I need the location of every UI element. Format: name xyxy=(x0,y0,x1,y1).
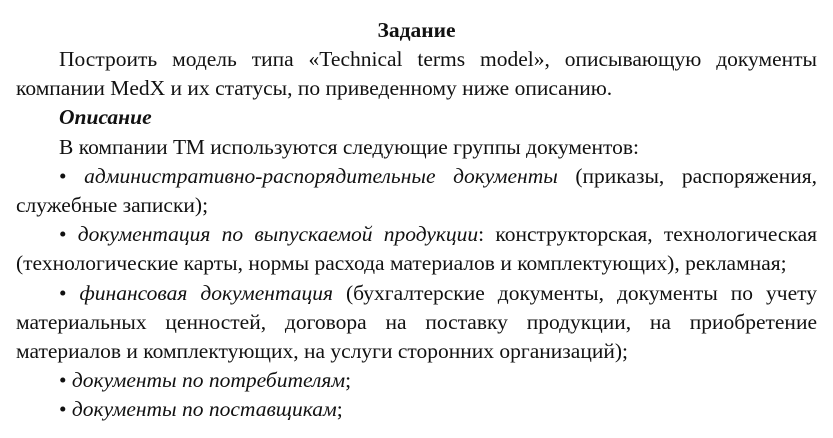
bullet-emphasis: документация по выпускаемой продукции xyxy=(77,222,479,247)
description-lead: В компании ТМ используются следующие группы документов: xyxy=(59,134,639,159)
bullet-marker: • xyxy=(59,368,67,393)
bullet-marker: • xyxy=(59,163,67,188)
bullet-emphasis: документы по поставщикам xyxy=(71,397,337,422)
bullet-emphasis: административно-распорядительные документы xyxy=(84,163,558,188)
bullet-emphasis: документы по потребителям xyxy=(71,368,346,393)
bullet-item xyxy=(16,279,817,367)
description-heading: Описание xyxy=(59,105,152,130)
bullet-item xyxy=(16,220,817,278)
bullet-item xyxy=(16,395,817,424)
bullet-marker: • xyxy=(59,222,67,247)
bullet-text: ; xyxy=(345,368,352,393)
bullet-text: (бухгалтерские документы, документы по учету материальных ценностей, договора на поставку продукции, на приобретение материалов и комплектующих, на услуги сторонних организаций); xyxy=(16,280,818,364)
intro-paragraph: Построить модель типа «Technical terms model», описывающую документы компании MedX и их статусы, по приведенному ниже описанию. xyxy=(16,47,817,101)
bullet-marker: • xyxy=(59,397,67,422)
bullet-text: (приказы, распоряжения, служебные записки); xyxy=(16,163,817,218)
bullet-text: : конструкторская, технологическая (технологические карты, нормы расхода материалов и комплектующих), рекламная; xyxy=(16,222,817,276)
page-title: Задание xyxy=(377,18,456,42)
bullet-item xyxy=(16,162,817,220)
bullet-item xyxy=(16,366,817,395)
bullet-emphasis: финансовая документация xyxy=(79,280,333,305)
bullet-marker: • xyxy=(59,280,67,305)
bullet-text: ; xyxy=(336,397,343,422)
